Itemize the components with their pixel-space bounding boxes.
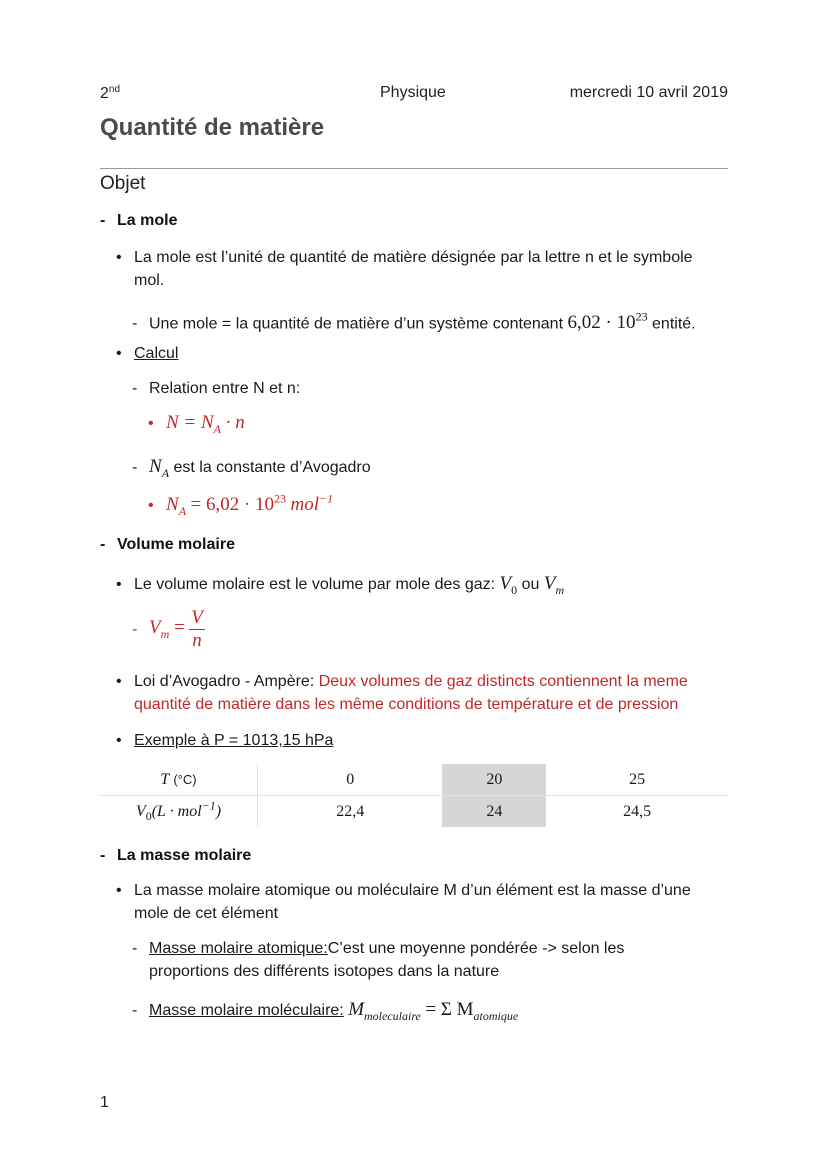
table-cell: 25 xyxy=(546,764,728,796)
relation-item: - Relation entre N et n: xyxy=(132,380,301,397)
table-cell-highlighted: 20 xyxy=(442,764,546,796)
page-number: 1 xyxy=(100,1094,109,1111)
header-level: 2nd xyxy=(100,84,121,102)
table-cell: 22,4 xyxy=(336,802,365,820)
masse-definition: • La masse molaire atomique ou moléculaire M d’un élément est la masse d’une mole de cet élément xyxy=(116,882,691,922)
masse-atomique: - Masse molaire atomique:C’est une moyenne pondérée -> selon les proportions des différents isotopes dans la nature xyxy=(132,940,625,980)
table-cell: 0 xyxy=(258,764,443,796)
bullet-icon: • xyxy=(116,249,122,266)
table-row xyxy=(100,764,728,796)
loi-avogadro: • Loi d’Avogadro - Ampère: Deux volumes de gaz distincts contiennent la meme quantité de matière dans les même conditions de température et de pression xyxy=(116,673,688,713)
section-heading-volume: - Volume molaire xyxy=(100,536,235,553)
na-description: - $N_A$ est la constante d’Avogadro xyxy=(132,456,371,480)
formula-n-relation: • $N = N_A \cdot n$ xyxy=(148,412,245,436)
table-header-volume: $V_0(L \cdot mol^{-1})$ xyxy=(100,796,258,828)
header-date: mercredi 10 avril 2019 xyxy=(569,84,728,101)
une-mole-line: - Une mole = la quantité de matière d’un système contenant $6,02 \cdot 10^{23}$ entité. xyxy=(132,310,696,334)
table-row xyxy=(100,796,728,828)
volume-table xyxy=(100,764,728,827)
table-cell-highlighted: 24 xyxy=(442,796,546,828)
header-subject: Physique xyxy=(380,84,446,101)
table-header-temperature: T (°C) xyxy=(100,764,258,796)
page-title: Quantité de matière xyxy=(100,114,325,141)
formula-avogadro-constant: • $N_A = 6,02 \cdot 10^{23}$ mol$^{-1}$ xyxy=(148,492,334,519)
exemple-item: • Exemple à P = 1013,15 hPa xyxy=(116,732,334,749)
masse-moleculaire: - Masse molaire moléculaire: $M_{moleculaire} = \Sigma$ $M_{atomique}$ xyxy=(132,999,519,1023)
section-heading-mole: - La mole xyxy=(100,212,178,229)
objet-label: Objet xyxy=(100,173,146,194)
table-cell: 24,5 xyxy=(623,802,652,820)
mole-definition: • La mole est l’unité de quantité de matière désignée par la lettre n et le symbole mol. xyxy=(116,246,736,292)
section-heading-masse: - La masse molaire xyxy=(100,847,252,864)
volume-definition: • Le volume molaire est le volume par mole des gaz: $V_0$ ou $V_m$ xyxy=(116,573,565,597)
calcul-item: • Calcul xyxy=(116,345,179,362)
divider xyxy=(100,168,728,169)
formula-vm: - $V_m$ = $\frac{V}{n}$ xyxy=(132,607,203,651)
